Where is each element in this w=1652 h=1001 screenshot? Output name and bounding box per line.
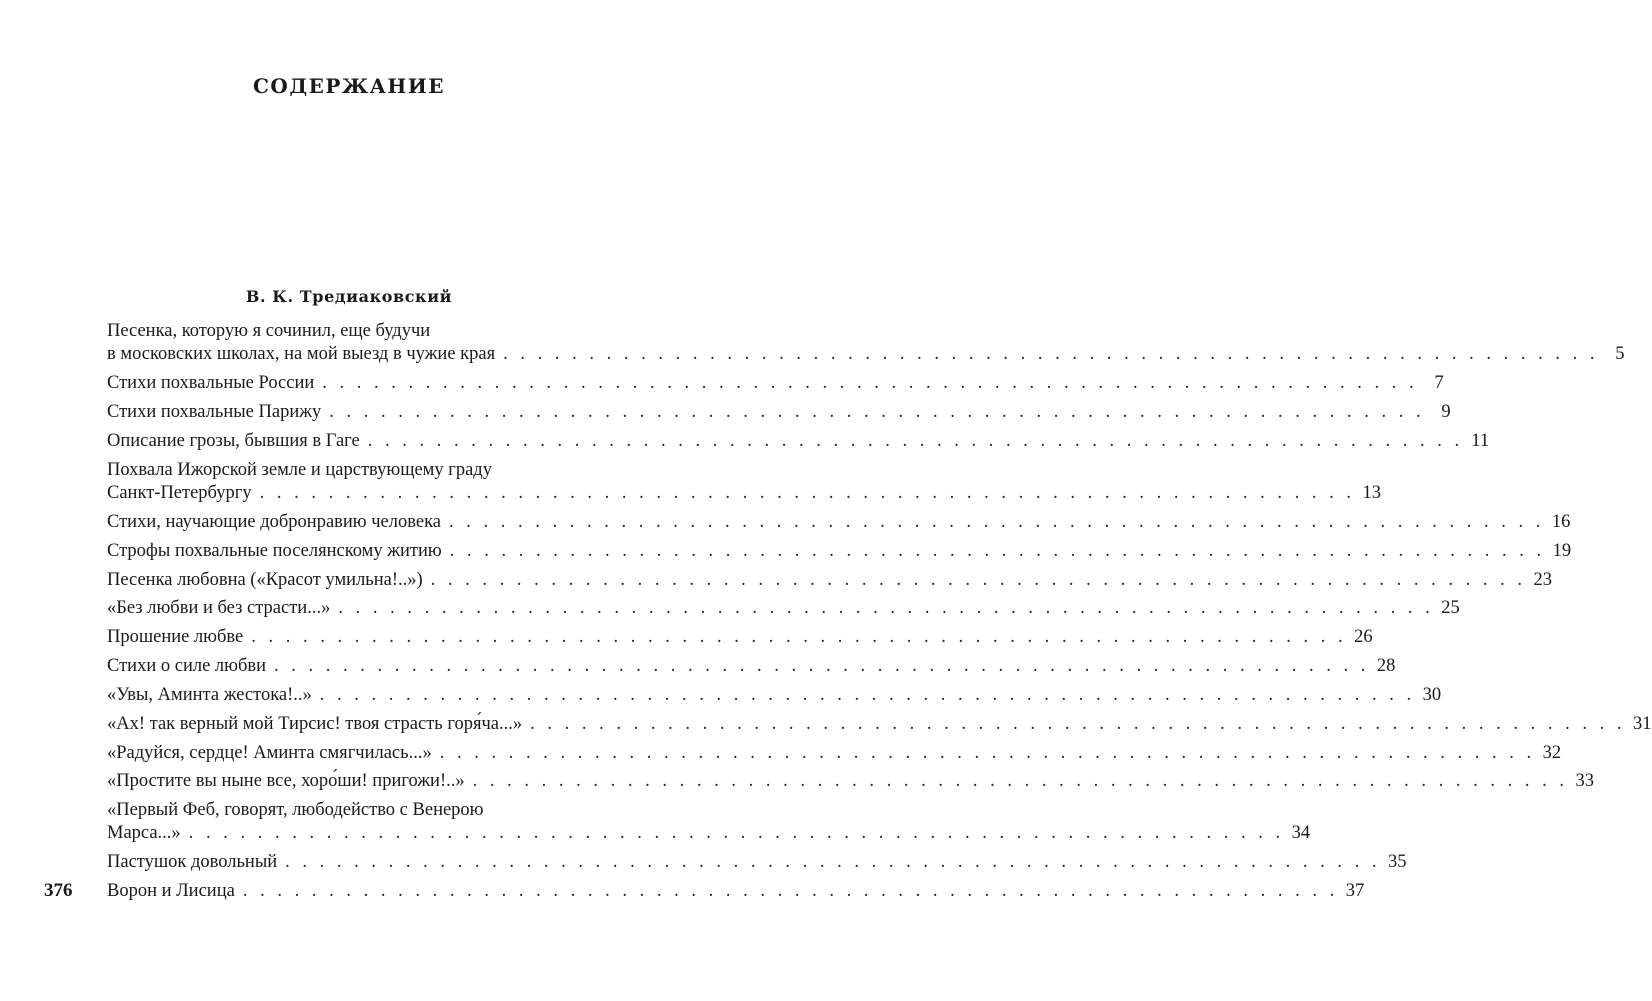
toc-entry-title: в московских школах, на мой выезд в чужие края (107, 344, 496, 364)
dot-leader: . . . . . . . . . . . . . . . . . . . . . . . . . . . . . . . . . . . . . . . . . . . . . . . . . . . . . . . . . . . . . . . . (322, 373, 1418, 393)
toc-entry (107, 540, 1572, 563)
toc-entry-title: Описание грозы, бывшия в Гаге (107, 431, 360, 451)
toc-entry (107, 372, 1444, 395)
toc-entry-title-line1: «Первый Феб, говорят, любодейство с Венерою (107, 800, 484, 820)
dot-leader: . . . . . . . . . . . . . . . . . . . . . . . . . . . . . . . . . . . . . . . . . . . . . . . . . . . . . . . . . . . . . . . . (503, 344, 1599, 364)
toc-entry (107, 713, 1652, 736)
dot-leader: . . . . . . . . . . . . . . . . . . . . . . . . . . . . . . . . . . . . . . . . . . . . . . . . . . . . . . . . . . . . . . . . (472, 771, 1568, 791)
toc-entry (107, 459, 1381, 505)
toc-entry-page: 26 (1354, 627, 1373, 647)
toc-entry-title: Ворон и Лисица (107, 881, 235, 901)
dot-leader: . . . . . . . . . . . . . . . . . . . . . . . . . . . . . . . . . . . . . . . . . . . . . . . . . . . . . . . . . . . . . . . . (188, 823, 1285, 843)
dot-leader: . . . . . . . . . . . . . . . . . . . . . . . . . . . . . . . . . . . . . . . . . . . . . . . . . . . . . . . . . . . . . . . . (530, 714, 1626, 734)
toc-entry-title: Песенка любовна («Красот умильна!..») (107, 570, 423, 590)
toc-entry (107, 799, 1311, 845)
toc-entry (107, 430, 1490, 453)
dot-leader: . . . . . . . . . . . . . . . . . . . . . . . . . . . . . . . . . . . . . . . . . . . . . . . . . . . . . . . . . . . . . . . . (449, 512, 1545, 532)
page-title: СОДЕРЖАНИЕ (253, 74, 445, 98)
toc-entry-title: Прошение любве (107, 627, 244, 647)
toc-entry-page: 16 (1551, 512, 1571, 532)
toc-entry-page: 31 (1633, 714, 1652, 734)
toc-entry-page: 23 (1533, 570, 1553, 590)
toc-entry (107, 320, 1625, 366)
dot-leader: . . . . . . . . . . . . . . . . . . . . . . . . . . . . . . . . . . . . . . . . . . . . . . . . . . . . . . . . . . . . . . . . (439, 743, 1536, 763)
toc-entry-title: Стихи, научающие добронравию человека (107, 512, 441, 532)
dot-leader: . . . . . . . . . . . . . . . . . . . . . . . . . . . . . . . . . . . . . . . . . . . . . . . . . . . . . . . . . . . . . . . . (242, 881, 1339, 901)
toc-entry-page: 28 (1376, 656, 1396, 676)
toc-entry-page: 7 (1434, 373, 1444, 393)
dot-leader: . . . . . . . . . . . . . . . . . . . . . . . . . . . . . . . . . . . . . . . . . . . . . . . . . . . . . . . . . . . . . . . . (285, 852, 1381, 872)
author-heading: В. К. Тредиаковский (245, 287, 453, 306)
toc-entry-title: Пастушок довольный (107, 852, 278, 872)
toc-entry-page: 32 (1542, 743, 1562, 763)
toc-entry-page: 5 (1615, 344, 1625, 364)
toc-entry-title: «Радуйся, сердце! Аминта смягчилась...» (107, 743, 432, 763)
toc-entry (107, 880, 1365, 903)
toc-entry-page: 9 (1441, 402, 1451, 422)
toc-entry-page: 19 (1552, 541, 1572, 561)
toc-entry-page: 34 (1291, 823, 1311, 843)
page-number: 376 (44, 880, 73, 901)
dot-leader: . . . . . . . . . . . . . . . . . . . . . . . . . . . . . . . . . . . . . . . . . . . . . . . . . . . . . . . . . . . . . . . . (338, 598, 1434, 618)
toc-entry-title: Стихи похвальные Парижу (107, 402, 322, 422)
toc-entry (107, 655, 1396, 678)
toc-entry (107, 851, 1407, 874)
toc-entry-title: «Простите вы ныне все, хоро́ши! пригожи!..» (107, 771, 465, 791)
toc-entry-page: 37 (1345, 881, 1365, 901)
toc-entry (107, 401, 1451, 424)
dot-leader: . . . . . . . . . . . . . . . . . . . . . . . . . . . . . . . . . . . . . . . . . . . . . . . . . . . . . . . . . . . . . . . . (367, 431, 1464, 451)
toc-entry-page: 13 (1362, 483, 1381, 503)
toc-entry-page: 25 (1441, 598, 1460, 618)
toc-entry (107, 511, 1571, 534)
toc-entry-title: «Без любви и без страсти...» (107, 598, 331, 618)
dot-leader: . . . . . . . . . . . . . . . . . . . . . . . . . . . . . . . . . . . . . . . . . . . . . . . . . . . . . . . . . . . . . . . . (259, 483, 1355, 503)
toc-entry-page: 35 (1388, 852, 1407, 872)
toc-entry-title: Строфы похвальные поселянскому житию (107, 541, 442, 561)
dot-leader: . . . . . . . . . . . . . . . . . . . . . . . . . . . . . . . . . . . . . . . . . . . . . . . . . . . . . . . . . . . . . . . . (430, 570, 1527, 590)
toc-entry-title: «Ах! так верный мой Тирсис! твоя страсть горя́ча...» (107, 714, 523, 734)
toc-entry-title: Стихи похвальные России (107, 373, 315, 393)
toc-entry (107, 626, 1373, 649)
toc-entry (107, 684, 1442, 707)
toc-entry (107, 597, 1460, 620)
toc-entry-title-line1: Песенка, которую я сочинил, еще будучи (107, 321, 431, 341)
toc-entry (107, 742, 1562, 765)
toc-entry-title: Санкт-Петербургу (107, 483, 252, 503)
dot-leader: . . . . . . . . . . . . . . . . . . . . . . . . . . . . . . . . . . . . . . . . . . . . . . . . . . . . . . . . . . . . . . . . (274, 656, 1370, 676)
toc-entry-title-line1: Похвала Ижорской земле и царствующему граду (107, 460, 492, 480)
toc-entry-title: Стихи о силе любви (107, 656, 267, 676)
toc-entry (107, 569, 1553, 592)
dot-leader: . . . . . . . . . . . . . . . . . . . . . . . . . . . . . . . . . . . . . . . . . . . . . . . . . . . . . . . . . . . . . . . . (251, 627, 1347, 647)
toc-entry (107, 770, 1594, 793)
toc-entry-title: «Увы, Аминта жестока!..» (107, 685, 312, 705)
dot-leader: . . . . . . . . . . . . . . . . . . . . . . . . . . . . . . . . . . . . . . . . . . . . . . . . . . . . . . . . . . . . . . . . (449, 541, 1546, 561)
toc-entry-page: 33 (1575, 771, 1594, 791)
dot-leader: . . . . . . . . . . . . . . . . . . . . . . . . . . . . . . . . . . . . . . . . . . . . . . . . . . . . . . . . . . . . . . . . (319, 685, 1416, 705)
toc-entry-page: 11 (1471, 431, 1490, 451)
toc-entry-title: Марса...» (107, 823, 181, 843)
dot-leader: . . . . . . . . . . . . . . . . . . . . . . . . . . . . . . . . . . . . . . . . . . . . . . . . . . . . . . . . . . . . . . . . (329, 402, 1425, 422)
toc-entry-page: 30 (1422, 685, 1442, 705)
